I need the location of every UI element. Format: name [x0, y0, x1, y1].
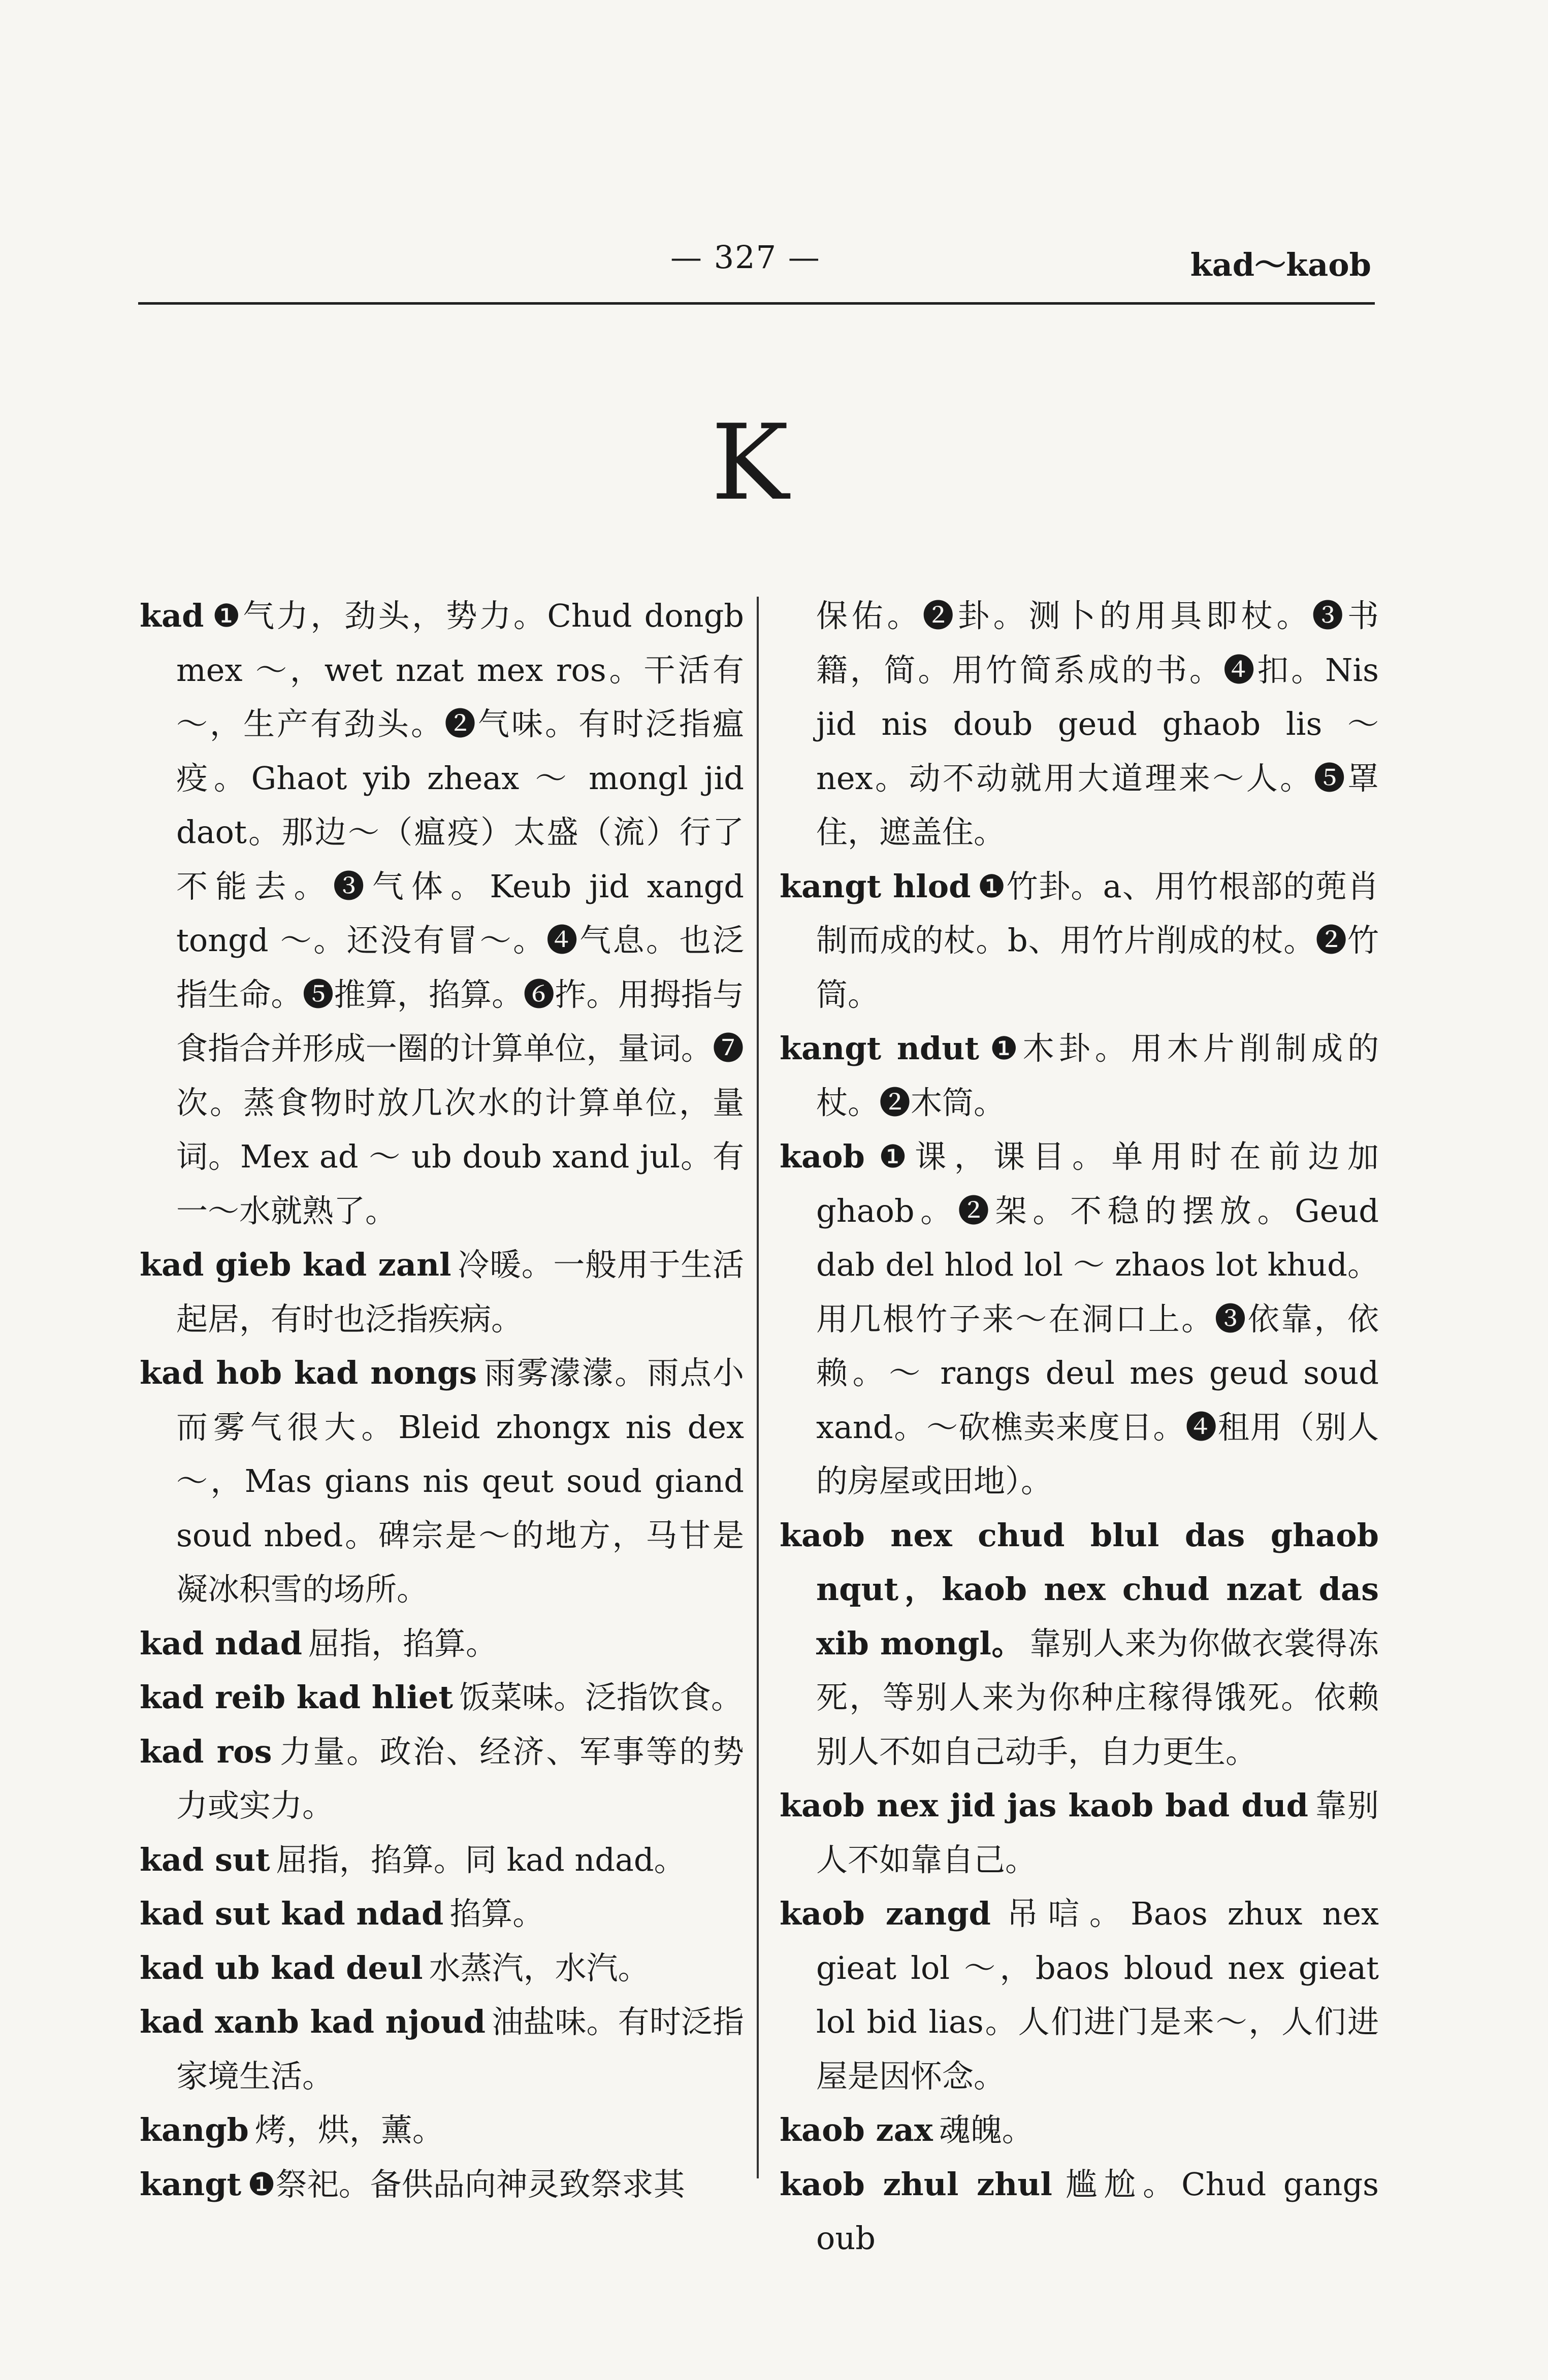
entry-headword: kad reib kad hliet — [140, 1679, 454, 1716]
entry-definition: 屈指，掐算。 — [308, 1624, 498, 1662]
entry-headword: kangt ndut — [780, 1030, 979, 1067]
entry-definition: 烤，烘，薰。 — [254, 2111, 444, 2148]
entry-headword: kad ndad — [140, 1624, 303, 1662]
column-divider — [757, 597, 759, 2178]
entry-headword: kangt hlod — [780, 867, 971, 905]
entry-headword: kad hob kad nongs — [140, 1354, 477, 1391]
dictionary-entry — [140, 1833, 744, 1887]
dictionary-entry — [140, 1671, 744, 1725]
entry-definition: 掐算。 — [449, 1895, 544, 1932]
entry-headword: kad gieb kad zanl — [140, 1246, 452, 1283]
entry-headword: kaob zax — [780, 2111, 933, 2148]
entry-definition: ❶祭祀。备供品向神灵致祭求其 — [247, 2165, 685, 2203]
entry-headword: kad sut kad ndad — [140, 1895, 444, 1932]
entry-definition: 保佑。❷卦。测卜的用具即杖。❸书籍，简。用竹简系成的书。❹扣。Nis jid nis doub geud ghaob lis ～ nex。动不动就用大道理来～人。❺罩住，遮盖住。 — [816, 597, 1379, 851]
dictionary-entry — [780, 1779, 1379, 1887]
dictionary-entry — [780, 1509, 1379, 1779]
entry-definition: 魂魄。 — [939, 2111, 1034, 2148]
entry-headword: kaob nex jid jas kaob bad dud — [780, 1787, 1309, 1824]
entry-definition: 靠别人来为你做衣裳得冻死，等别人来为你种庄稼得饿死。依赖别人不如自己动手，自力更生。 — [816, 1624, 1379, 1770]
entry-definition: 冷暖。一般用于生活起居，有时也泛指疾病。 — [176, 1246, 744, 1338]
right-column — [780, 589, 1379, 2266]
entry-headword: kad sut — [140, 1841, 270, 1878]
dictionary-entry — [780, 1887, 1379, 2103]
header-rule — [138, 302, 1375, 305]
entry-definition: ❶竹卦。a、用竹根部的蔸肖制而成的杖。b、用竹片削成的杖。❷竹筒。 — [816, 867, 1379, 1013]
entry-headword: kad — [140, 597, 204, 634]
dictionary-entry — [140, 1238, 744, 1346]
dictionary-entry-continuation — [780, 589, 1379, 860]
entry-definition: 屈指，掐算。同 kad ndad。 — [276, 1841, 686, 1878]
entry-definition: ❶木卦。用木片削制成的杖。❷木筒。 — [816, 1030, 1379, 1121]
entry-headword: kaob — [780, 1138, 865, 1175]
dictionary-entry — [140, 1346, 744, 1617]
dictionary-entry — [140, 1941, 744, 1996]
entry-headword: kangb — [140, 2111, 249, 2148]
entry-definition: ❶气力，劲头，势力。Chud dongb mex ～，wet nzat mex ros。干活有～，生产有劲头。❷气味。有时泛指瘟疫。Ghaot yib zheax ～ mongl jid daot。那边～（瘟疫）太盛（流）行了不能去。❸气体。Keub jid xangd tongd ～。还没有冒～。❹气息。也泛指生命。❺推算，掐算。❻拃。用拇指与食指合并形成一圈的计算单位，量词。❼次。蒸食物时放几次水的计算单位，量词。Mex ad ～ ub doub xand jul。有一～水就熟了。 — [176, 597, 744, 1229]
section-letter: K — [711, 403, 789, 524]
dictionary-entry — [140, 589, 744, 1238]
entry-headword: kangt — [140, 2165, 242, 2203]
dictionary-entry — [780, 2158, 1379, 2266]
dictionary-entry — [140, 2158, 744, 2212]
entry-definition: 雨雾濛濛。雨点小而雾气很大。Bleid zhongx nis dex ～，Mas gians nis qeut soud giand soud nbed。碑宗是～的地方，马甘是凝冰积雪的场所。 — [176, 1354, 744, 1608]
entry-definition: 油盐味。有时泛指家境生活。 — [176, 2003, 744, 2095]
entry-headword: kad ros — [140, 1733, 272, 1770]
dictionary-entry — [780, 2103, 1379, 2158]
left-column — [140, 589, 744, 2211]
entry-headword: kaob zangd — [780, 1895, 991, 1932]
entry-definition: 水蒸汽，水汽。 — [429, 1949, 650, 1986]
entry-headword: kad ub kad deul — [140, 1949, 423, 1986]
dictionary-entry — [140, 2103, 744, 2158]
entry-headword: kaob nex chud blul das ghaob nqut，kaob nex chud nzat das xib mongl。 — [780, 1516, 1379, 1662]
dictionary-entry — [780, 1130, 1379, 1509]
entry-definition: 尴尬。Chud gangs oub — [816, 2165, 1379, 2257]
entry-definition: 靠别人不如靠自己。 — [816, 1787, 1379, 1878]
dictionary-entry — [140, 1725, 744, 1833]
header-entry-range: kad～kaob — [1190, 246, 1371, 283]
entry-definition: 力量。政治、经济、军事等的势力或实力。 — [176, 1733, 744, 1824]
page-number: — 327 — — [670, 239, 821, 276]
dictionary-entry — [140, 1887, 744, 1941]
entry-definition: 吊唁。Baos zhux nex gieat lol ～，baos bloud nex gieat lol bid lias。人们进门是来～，人们进屋是因怀念。 — [816, 1895, 1379, 2095]
dictionary-entry — [780, 1022, 1379, 1130]
dictionary-entry — [140, 1617, 744, 1671]
dictionary-entry — [140, 1995, 744, 2103]
entry-definition: 饭菜味。泛指饮食。 — [459, 1679, 743, 1716]
entry-headword: kaob zhul zhul — [780, 2165, 1052, 2203]
dictionary-entry — [780, 860, 1379, 1022]
entry-headword: kad xanb kad njoud — [140, 2003, 486, 2040]
entry-definition: ❶课，课目。单用时在前边加 ghaob。❷架。不稳的摆放。Geud dab del hlod lol ～ zhaos lot khud。用几根竹子来～在洞口上。❸依靠，依赖。～ rangs deul mes geud soud xand。～砍樵卖来度日。❹租用（别人的房屋或田地）。 — [816, 1138, 1379, 1499]
